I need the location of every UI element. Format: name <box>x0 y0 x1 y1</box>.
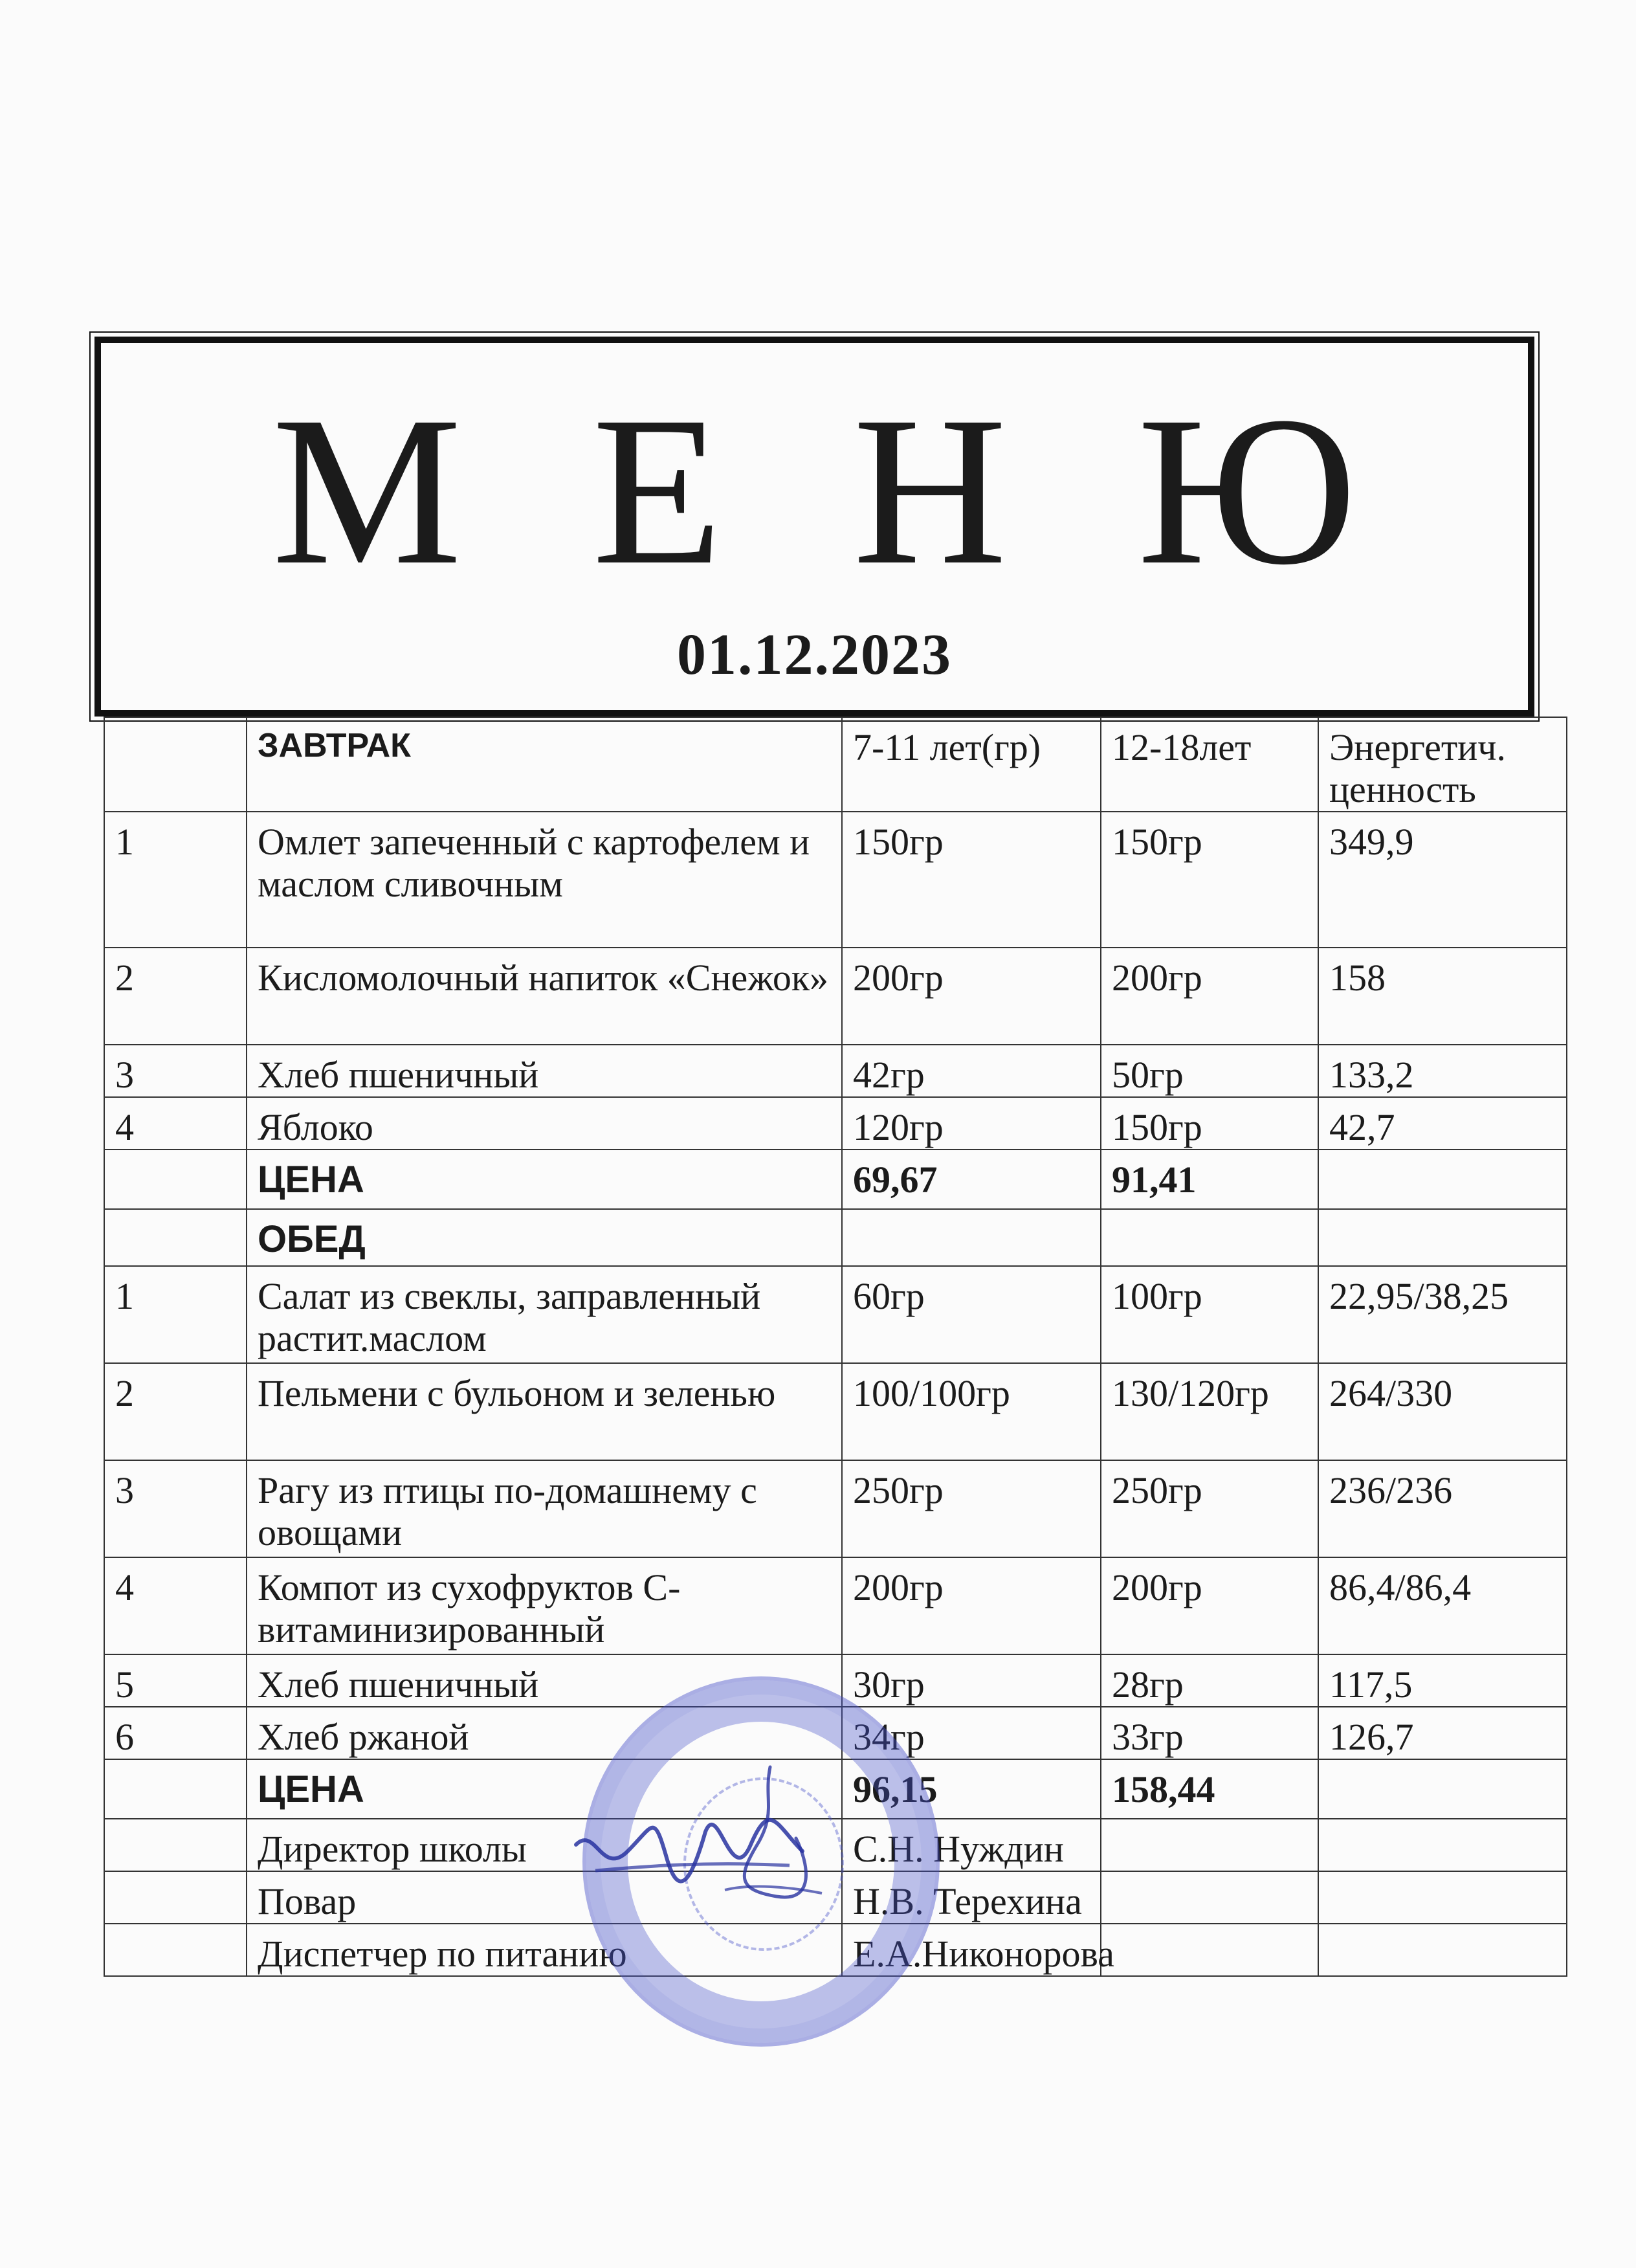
dish-name: Омлет запеченный с картофелем и маслом сливочным <box>247 812 842 948</box>
table-row <box>104 1557 1567 1654</box>
table-row <box>104 1097 1567 1150</box>
empty-cell <box>1101 1209 1318 1266</box>
row-number: 3 <box>104 1045 247 1097</box>
row-number: 1 <box>104 1266 247 1363</box>
portion-7-11: 150гр <box>842 812 1101 948</box>
breakfast-heading: ЗАВТРАК <box>247 717 842 812</box>
price-energy-cell <box>1318 1759 1567 1819</box>
price-num-cell <box>104 1759 247 1819</box>
price-energy-cell <box>1318 1150 1567 1209</box>
dish-name: Хлеб пшеничный <box>247 1654 842 1707</box>
signature-row <box>104 1924 1567 1976</box>
signature-row <box>104 1819 1567 1871</box>
dish-name: Хлеб ржаной <box>247 1707 842 1759</box>
breakfast-price-12-18: 91,41 <box>1101 1150 1318 1209</box>
empty-cell <box>1101 1871 1318 1924</box>
menu-title-box <box>94 337 1534 717</box>
portion-7-11: 42гр <box>842 1045 1101 1097</box>
table-row <box>104 948 1567 1045</box>
row-number: 3 <box>104 1460 247 1557</box>
empty-cell <box>1101 1819 1318 1871</box>
empty-cell <box>1318 1209 1567 1266</box>
age-12-18-header: 12-18лет <box>1101 717 1318 812</box>
table-row <box>104 1707 1567 1759</box>
dish-name: Рагу из птицы по-домашнему с овощами <box>247 1460 842 1557</box>
portion-12-18: 150гр <box>1101 1097 1318 1150</box>
portion-12-18: 150гр <box>1101 812 1318 948</box>
price-row <box>104 1759 1567 1819</box>
empty-cell <box>1318 1871 1567 1924</box>
portion-12-18: 200гр <box>1101 948 1318 1045</box>
row-number: 5 <box>104 1654 247 1707</box>
portion-7-11: 34гр <box>842 1707 1101 1759</box>
energy-header: Энергетич. ценность <box>1318 717 1567 812</box>
empty-cell <box>104 1819 247 1871</box>
lunch-heading: ОБЕД <box>247 1209 842 1266</box>
energy-value: 117,5 <box>1318 1654 1567 1707</box>
lunch-price-label: ЦЕНА <box>247 1759 842 1819</box>
portion-7-11: 200гр <box>842 1557 1101 1654</box>
breakfast-price-label: ЦЕНА <box>247 1150 842 1209</box>
portion-12-18: 130/120гр <box>1101 1363 1318 1460</box>
empty-cell <box>1318 1819 1567 1871</box>
portion-7-11: 120гр <box>842 1097 1101 1150</box>
signature-person: Е.А.Никонорова <box>842 1924 1101 1976</box>
signature-person: С.Н. Нуждин <box>842 1819 1101 1871</box>
lunch-num-cell <box>104 1209 247 1266</box>
energy-value: 158 <box>1318 948 1567 1045</box>
empty-cell <box>104 1871 247 1924</box>
energy-value: 22,95/38,25 <box>1318 1266 1567 1363</box>
table-row <box>104 1266 1567 1363</box>
row-number: 2 <box>104 1363 247 1460</box>
portion-12-18: 28гр <box>1101 1654 1318 1707</box>
portion-7-11: 60гр <box>842 1266 1101 1363</box>
energy-value: 86,4/86,4 <box>1318 1557 1567 1654</box>
portion-7-11: 250гр <box>842 1460 1101 1557</box>
energy-value: 42,7 <box>1318 1097 1567 1150</box>
menu-title: М Е Н Ю <box>272 373 1396 609</box>
portion-12-18: 50гр <box>1101 1045 1318 1097</box>
row-number: 6 <box>104 1707 247 1759</box>
empty-cell <box>104 1924 247 1976</box>
signature-row <box>104 1871 1567 1924</box>
signature-role: Повар <box>247 1871 842 1924</box>
row-number: 1 <box>104 812 247 948</box>
dish-name: Пельмени с бульоном и зеленью <box>247 1363 842 1460</box>
dish-name: Хлеб пшеничный <box>247 1045 842 1097</box>
lunch-heading-row <box>104 1209 1567 1266</box>
table-row <box>104 1363 1567 1460</box>
header-num-cell <box>104 717 247 812</box>
empty-cell <box>842 1209 1101 1266</box>
energy-value: 349,9 <box>1318 812 1567 948</box>
portion-12-18: 200гр <box>1101 1557 1318 1654</box>
empty-cell <box>1101 1924 1318 1976</box>
signature-role: Директор школы <box>247 1819 842 1871</box>
signature-person: Н.В. Терехина <box>842 1871 1101 1924</box>
header-row <box>104 717 1567 812</box>
energy-value: 126,7 <box>1318 1707 1567 1759</box>
portion-7-11: 200гр <box>842 948 1101 1045</box>
price-row <box>104 1150 1567 1209</box>
age-7-11-header: 7-11 лет(гр) <box>842 717 1101 812</box>
row-number: 4 <box>104 1097 247 1150</box>
price-num-cell <box>104 1150 247 1209</box>
menu-date: 01.12.2023 <box>677 623 952 687</box>
dish-name: Яблоко <box>247 1097 842 1150</box>
portion-7-11: 100/100гр <box>842 1363 1101 1460</box>
portion-7-11: 30гр <box>842 1654 1101 1707</box>
energy-value: 133,2 <box>1318 1045 1567 1097</box>
table-row <box>104 1045 1567 1097</box>
energy-value: 264/330 <box>1318 1363 1567 1460</box>
dish-name: Кисломолочный напиток «Снежок» <box>247 948 842 1045</box>
breakfast-price-7-11: 69,67 <box>842 1150 1101 1209</box>
lunch-price-12-18: 158,44 <box>1101 1759 1318 1819</box>
menu-table <box>104 717 1567 1977</box>
table-row <box>104 1654 1567 1707</box>
dish-name: Компот из сухофруктов С-витаминизированный <box>247 1557 842 1654</box>
dish-name: Салат из свеклы, заправленный растит.маслом <box>247 1266 842 1363</box>
table-row <box>104 812 1567 948</box>
signature-role: Диспетчер по питанию <box>247 1924 842 1976</box>
portion-12-18: 250гр <box>1101 1460 1318 1557</box>
row-number: 4 <box>104 1557 247 1654</box>
portion-12-18: 33гр <box>1101 1707 1318 1759</box>
lunch-price-7-11: 96,15 <box>842 1759 1101 1819</box>
portion-12-18: 100гр <box>1101 1266 1318 1363</box>
table-row <box>104 1460 1567 1557</box>
empty-cell <box>1318 1924 1567 1976</box>
energy-value: 236/236 <box>1318 1460 1567 1557</box>
row-number: 2 <box>104 948 247 1045</box>
